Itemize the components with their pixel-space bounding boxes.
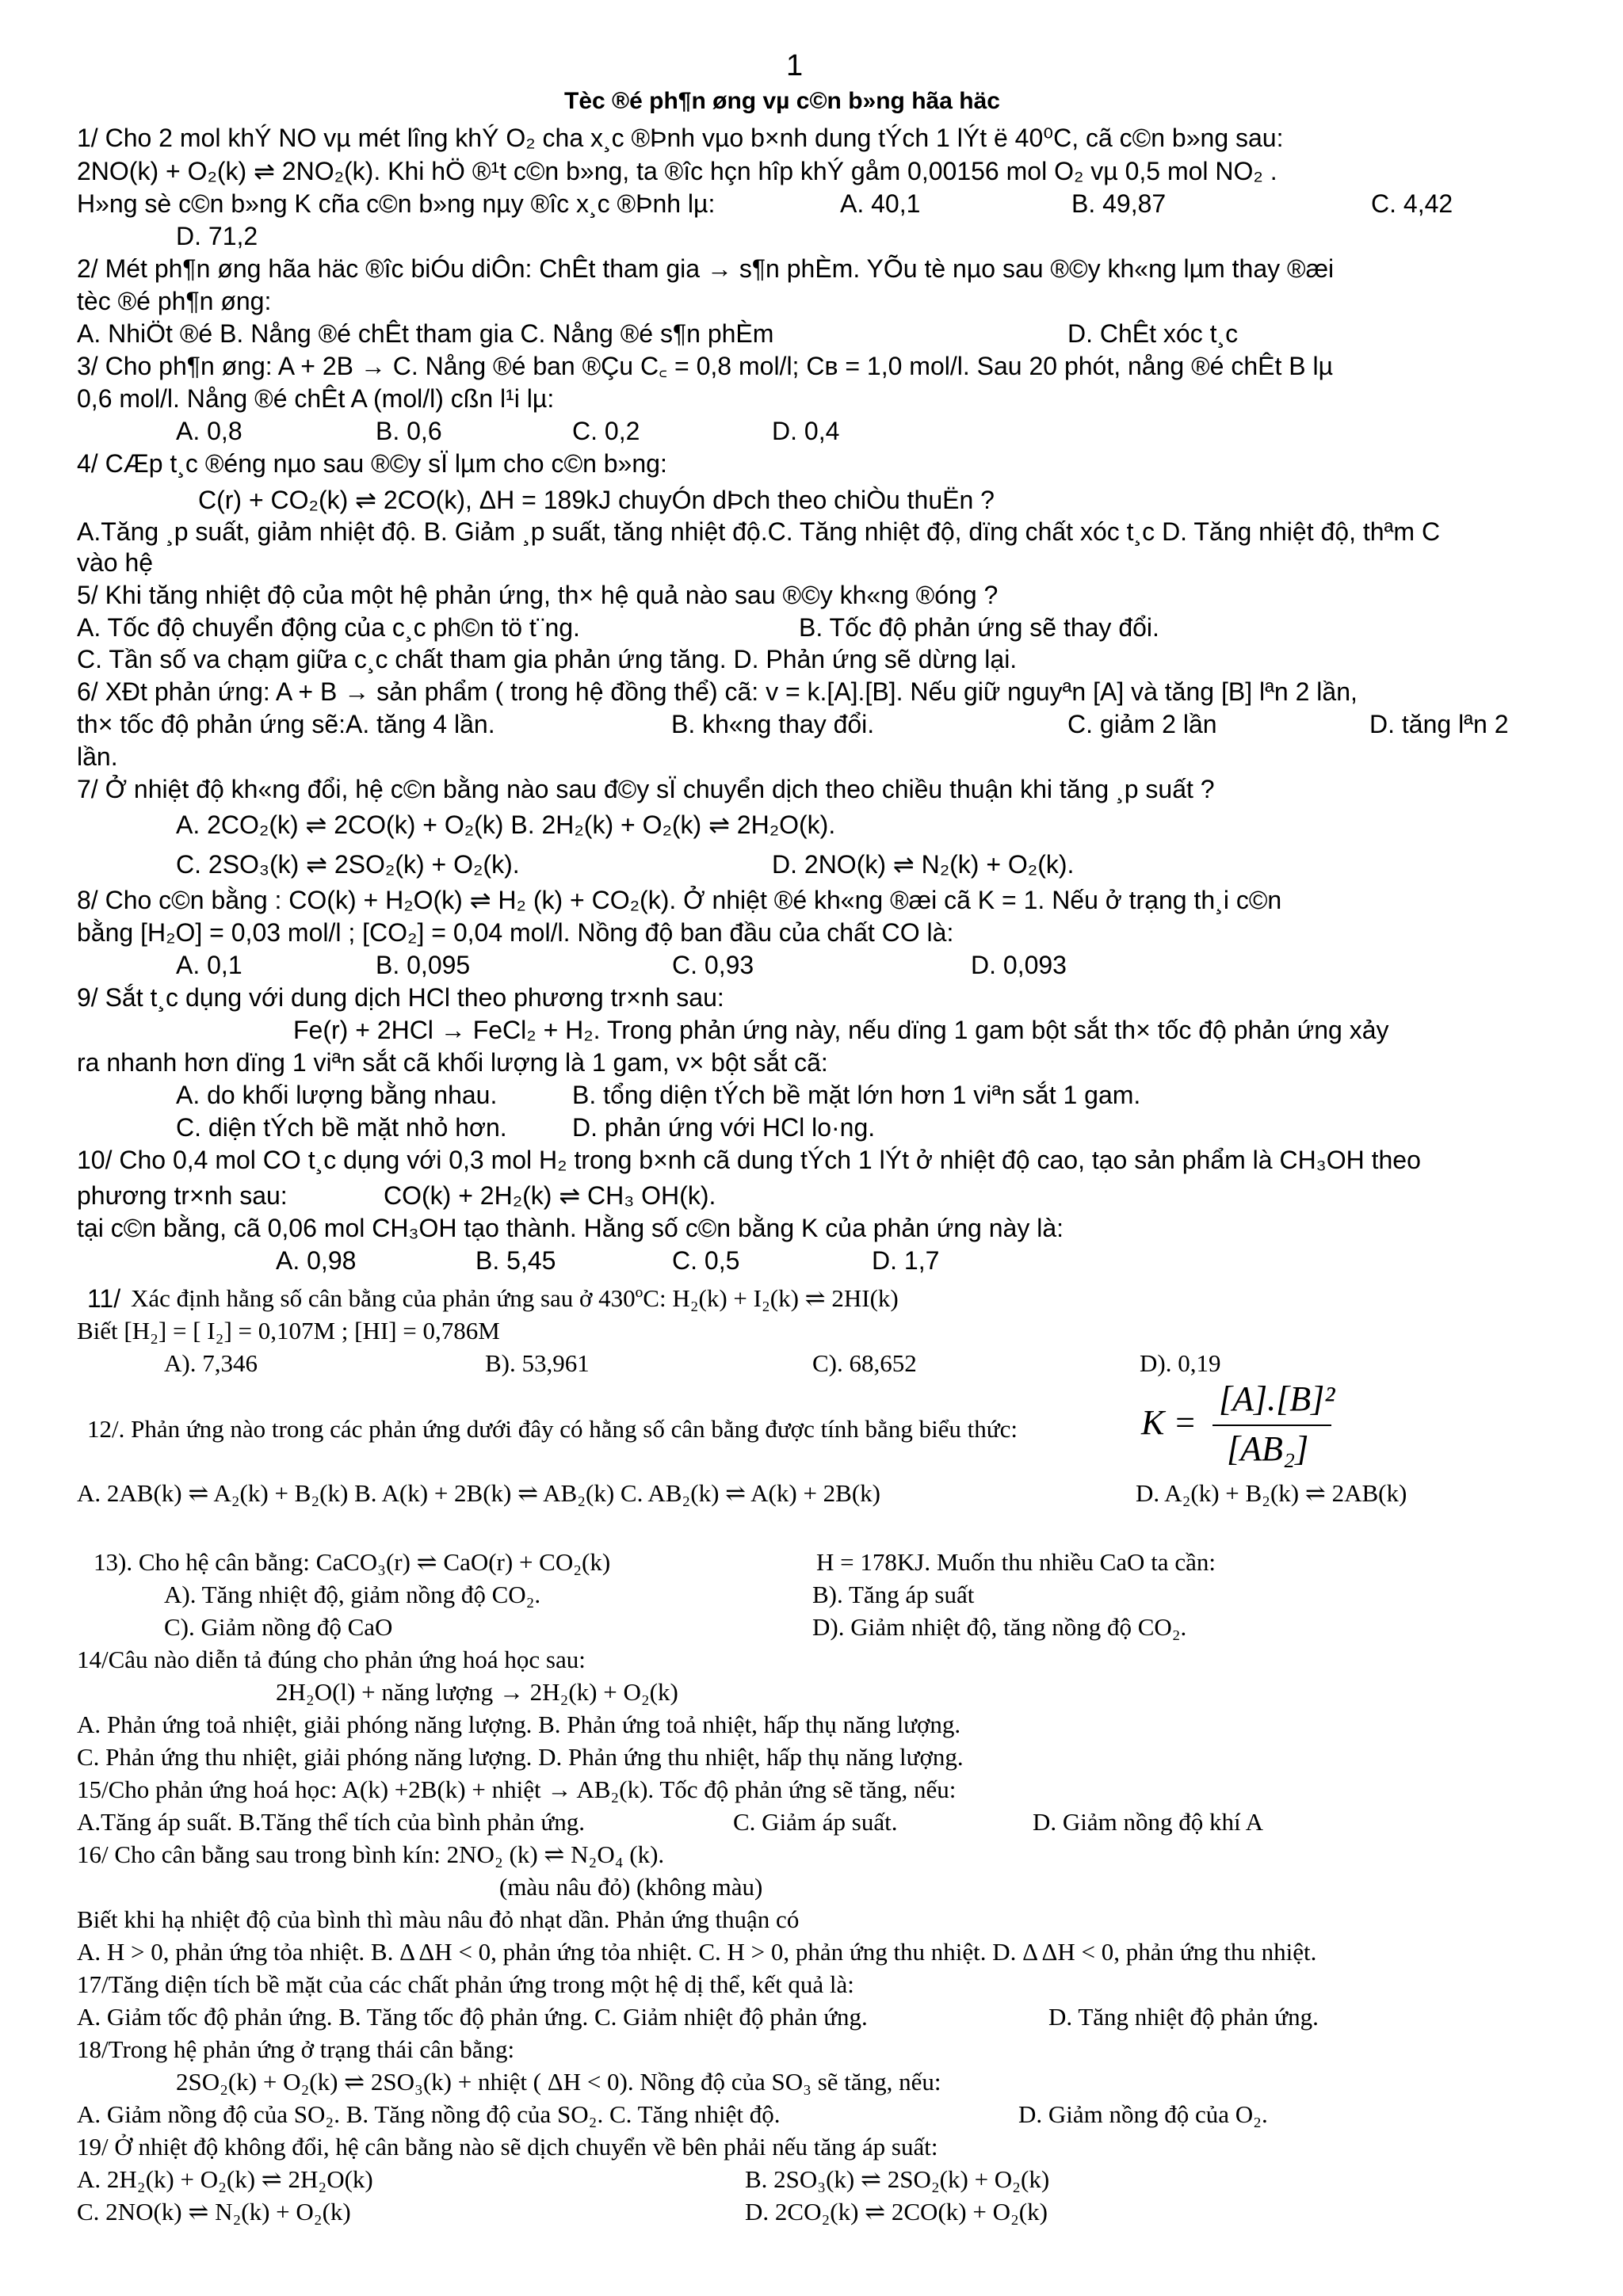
text-line: D. 1,7 (872, 1246, 940, 1275)
text-line: 4/ CÆp t¸c ®éng nµo sau ®©y sÏ lµm cho c©n b»ng: (77, 449, 667, 478)
text-line: B. 0,095 (376, 951, 471, 979)
text-line: Biết [H₂] = [ I₂] = 0,107M ; [HI] = 0,786M (77, 1317, 500, 1344)
text-line: 1/ Cho 2 mol khÝ NO vµ mét lîng khÝ O₂ cha x¸c ®Þnh vµo b×nh dung tÝch 1 lÝt ë 40⁰C, cã c©n b»ng sau: (77, 124, 1284, 152)
text-line: (màu nâu đỏ) (không màu) (499, 1873, 763, 1901)
text-line: ra nhanh hơn dïng 1 viªn sắt cã khối lượng là 1 gam, v× bột sắt cã: (77, 1048, 828, 1077)
text-line: D. 2NO(k) ⇌ N₂(k) + O₂(k). (772, 850, 1075, 879)
equilibrium-formula-numerator: [A].[B]² (1219, 1379, 1335, 1418)
text-line: B). 53,961 (485, 1349, 590, 1377)
text-line: 17/Tăng diện tích bề mặt của các chất phản ứng trong một hệ dị thể, kết quả là: (77, 1970, 854, 1998)
text-line: A. 0,8 (176, 417, 242, 445)
text-line: D. 71,2 (176, 222, 258, 250)
text-line: 19/ Ở nhiệt độ không đổi, hệ cân bằng nào sẽ dịch chuyển về bên phải nếu tăng áp suất: (77, 2133, 938, 2161)
text-line: Fe(r) + 2HCl → FeCl₂ + H₂. Trong phản ứng này, nếu dïng 1 gam bột sắt th× tốc độ phản ứng xảy (293, 1016, 1389, 1044)
text-line: 14/Câu nào diễn tả đúng cho phản ứng hoá học sau: (77, 1646, 586, 1673)
text-line: B. tổng diện tÝch bề mặt lớn hơn 1 viªn sắt 1 gam. (572, 1081, 1141, 1109)
text-line: 2/ Mét ph¶n øng hãa häc ®îc biÓu diÔn: ChÊt tham gia → s¶n phÈm. YÕu tè nµo sau ®©y kh«ng lµm thay ®æi (77, 254, 1335, 283)
text-line: A. 2CO₂(k) ⇌ 2CO(k) + O₂(k) B. 2H₂(k) + O₂(k) ⇌ 2H₂O(k). (176, 810, 836, 839)
text-line: A. 2H₂(k) + O₂(k) ⇌ 2H₂O(k) (77, 2165, 373, 2193)
text-line: A.Tăng áp suất. B.Tăng thể tích của bình phản ứng. (77, 1808, 585, 1836)
text-line: 11/ (87, 1284, 121, 1313)
text-line: D. 0,093 (971, 951, 1067, 979)
text-line: A. 0,1 (176, 951, 242, 979)
text-line: B. 2SO₃(k) ⇌ 2SO₂(k) + O₂(k) (745, 2165, 1050, 2193)
text-line: 8/ Cho c©n bằng : CO(k) + H₂O(k) ⇌ H₂ (k) + CO₂(k). Ở nhiệt ®é kh«ng ®æi cã K = 1. Nếu ở trạng th¸i c©n (77, 886, 1282, 914)
text-line: C. 0,93 (672, 951, 754, 979)
text-line: 0,6 mol/l. Nång ®é chÊt A (mol/l) cßn l¹i lµ: (77, 384, 555, 413)
text-line: D). 0,19 (1140, 1349, 1221, 1377)
text-line: C. Giảm áp suất. (733, 1808, 898, 1836)
text-line: phương tr×nh sau: (77, 1181, 288, 1210)
text-line: D. phản ứng với HCl lo·ng. (572, 1113, 876, 1142)
text-line: bằng [H₂O] = 0,03 mol/l ; [CO₂] = 0,04 mol/l. Nồng độ ban đầu của chất CO là: (77, 918, 954, 947)
text-line: A. NhiÖt ®é B. Nång ®é chÊt tham gia C. Nång ®é s¶n phÈm (77, 319, 774, 348)
text-line: C. 0,5 (672, 1246, 740, 1275)
page-title: Tèc ®é ph¶n øng vµ c©n b»ng hãa häc (564, 88, 1000, 114)
text-line: A. Phản ứng toả nhiệt, giải phóng năng lượng. B. Phản ứng toả nhiệt, hấp thụ năng lượng. (77, 1711, 961, 1738)
text-line: 12/. Phản ứng nào trong các phản ứng dưới đây có hằng số cân bằng được tính bằng biểu thức: (87, 1415, 1018, 1443)
text-line: A. Giảm nồng độ của SO₂. B. Tăng nồng độ của SO₂. C. Tăng nhiệt độ. (77, 2100, 781, 2128)
text-line: C. 2NO(k) ⇌ N₂(k) + O₂(k) (77, 2198, 351, 2225)
text-line: C. Phản ứng thu nhiệt, giải phóng năng lượng. D. Phản ứng thu nhiệt, hấp thụ năng lượng. (77, 1743, 964, 1771)
text-line: H = 178KJ. Muốn thu nhiều CaO ta cần: (816, 1548, 1216, 1576)
text-line: tại c©n bằng, cã 0,06 mol CH₃OH tạo thành. Hằng số c©n bằng K của phản ứng này là: (77, 1214, 1064, 1242)
text-line: C. giảm 2 lần (1067, 710, 1217, 738)
text-line: A. 40,1 (840, 189, 921, 218)
text-line: th× tốc độ phản ứng sẽ:A. tăng 4 lần. (77, 710, 495, 738)
text-line: B). Tăng áp suất (812, 1581, 975, 1608)
text-line: A. Tốc độ chuyển động của c¸c ph©n tö t¨ng. (77, 613, 580, 642)
equilibrium-formula-k: K = (1141, 1403, 1197, 1442)
text-line: C(r) + CO₂(k) ⇌ 2CO(k), ΔH = 189kJ chuyÓn dÞch theo chiÒu thuËn ? (198, 486, 995, 514)
text-line: vào hệ (77, 548, 154, 577)
text-line: C. 4,42 (1371, 189, 1453, 218)
text-line: C). 68,652 (812, 1349, 917, 1377)
text-line: B. kh«ng thay đổi. (671, 710, 875, 738)
text-line: C. diện tÝch bề mặt nhỏ hơn. (176, 1113, 507, 1142)
text-line: A. do khối lượng bằng nhau. (176, 1081, 498, 1109)
text-line: D. Giảm nồng độ của O₂. (1018, 2100, 1268, 2128)
text-line: 5/ Khi tăng nhiệt độ của một hệ phản ứng, th× hệ quả nào sau ®©y kh«ng ®óng ? (77, 581, 999, 609)
text-line: H»ng sè c©n b»ng K cña c©n b»ng nµy ®îc x¸c ®Þnh lµ: (77, 189, 716, 218)
text-line: C. Tần số va chạm giữa c¸c chất tham gia phản ứng tăng. D. Phản ứng sẽ dừng lại. (77, 645, 1018, 673)
text-line: B. 5,45 (475, 1246, 556, 1275)
text-line: 7/ Ở nhiệt độ kh«ng đổi, hệ c©n bằng nào sau đ©y sÏ chuyển dịch theo chiều thuận khi tăng ¸p suất ? (77, 775, 1215, 803)
text-line: D. 0,4 (772, 417, 840, 445)
text-line: 9/ Sắt t¸c dụng với dung dịch HCl theo phương tr×nh sau: (77, 983, 724, 1012)
text-line: 2H₂O(l) + năng lượng → 2H₂(k) + O₂(k) (276, 1678, 678, 1706)
text-line: 3/ Cho ph¶n øng: A + 2B → C. Nång ®é ban ®Çu C꜀ = 0,8 mol/l; Cʙ = 1,0 mol/l. Sau 20 phót, nång ®é chÊt B lµ (77, 352, 1334, 380)
equilibrium-formula-bar (1212, 1425, 1331, 1426)
text-line: D. Tăng nhiệt độ phản ứng. (1048, 2003, 1319, 2031)
text-line: B. Tốc độ phản ứng sẽ thay đổi. (799, 613, 1159, 642)
text-line: B. 0,6 (376, 417, 442, 445)
text-line: A. Giảm tốc độ phản ứng. B. Tăng tốc độ phản ứng. C. Giảm nhiệt độ phản ứng. (77, 2003, 868, 2031)
text-line: A). 7,346 (164, 1349, 258, 1377)
equilibrium-formula-denominator: [AB₂] (1227, 1429, 1309, 1468)
text-line: tèc ®é ph¶n øng: (77, 287, 272, 315)
text-line: A.Tăng ¸p suất, giảm nhiệt độ. B. Giảm ¸p suất, tăng nhiệt độ.C. Tăng nhiệt độ, dïng chất xóc t¸c D. Tăng nhiệt độ, thªm C (77, 517, 1441, 546)
page-number: 1 (786, 49, 804, 82)
text-line: C). Giảm nồng độ CaO (164, 1613, 393, 1641)
text-line: D. 2CO₂(k) ⇌ 2CO(k) + O₂(k) (745, 2198, 1048, 2225)
text-line: 6/ XÐt phản ứng: A + B → sản phẩm ( trong hệ đồng thể) cã: v = k.[A].[B]. Nếu giữ nguyªn [A] và tăng [B] lªn 2 lần, (77, 677, 1358, 706)
text-line: A. 0,98 (276, 1246, 357, 1275)
text-line: 18/Trong hệ phản ứng ở trạng thái cân bằng: (77, 2035, 515, 2063)
text-line: lần. (77, 742, 118, 771)
text-line: B. 49,87 (1071, 189, 1167, 218)
text-line: 13). Cho hệ cân bằng: CaCO₃(r) ⇌ CaO(r) + CO₂(k) (94, 1548, 611, 1576)
text-line: 15/Cho phản ứng hoá học: A(k) +2B(k) + nhiệt → AB₂(k). Tốc độ phản ứng sẽ tăng, nếu: (77, 1775, 957, 1803)
text-line: C. 2SO₃(k) ⇌ 2SO₂(k) + O₂(k). (176, 850, 520, 879)
text-line: A. 2AB(k) ⇌ A₂(k) + B₂(k) B. A(k) + 2B(k) ⇌ AB₂(k) C. AB₂(k) ⇌ A(k) + 2B(k) (77, 1479, 880, 1507)
text-line: A. H > 0, phản ứng tỏa nhiệt. B. Δ ΔH < 0, phản ứng tỏa nhiệt. C. H > 0, phản ứng thu nhiệt. D. Δ ΔH < 0, phản ứng thu nhiệt. (77, 1938, 1317, 1966)
text-line: CO(k) + 2H₂(k) ⇌ CH₃ OH(k). (384, 1181, 716, 1210)
text-line: 2SO₂(k) + O₂(k) ⇌ 2SO₃(k) + nhiệt ( ΔH < 0). Nồng độ của SO₃ sẽ tăng, nếu: (176, 2068, 941, 2096)
text-line: Xác định hằng số cân bằng của phản ứng sau ở 430ºC: H₂(k) + I₂(k) ⇌ 2HI(k) (131, 1284, 899, 1312)
text-line: Biết khi hạ nhiệt độ của bình thì màu nâu đỏ nhạt dần. Phản ứng thuận có (77, 1905, 800, 1933)
text-line: D. ChÊt xóc t¸c (1067, 319, 1239, 348)
text-line: 2NO(k) + O₂(k) ⇌ 2NO₂(k). Khi hÖ ®¹t c©n b»ng, ta ®îc hçn hîp khÝ gåm 0,00156 mol O₂ vµ 0,5 mol NO₂ . (77, 157, 1277, 185)
text-line: D. tăng lªn 2 (1369, 710, 1509, 738)
text-line: A). Tăng nhiệt độ, giảm nồng độ CO₂. (164, 1581, 541, 1608)
text-line: C. 0,2 (572, 417, 640, 445)
text-line: D. A₂(k) + B₂(k) ⇌ 2AB(k) (1136, 1479, 1407, 1507)
text-line: D). Giảm nhiệt độ, tăng nồng độ CO₂. (812, 1613, 1187, 1641)
text-line: 10/ Cho 0,4 mol CO t¸c dụng với 0,3 mol H₂ trong b×nh cã dung tÝch 1 lÝt ở nhiệt độ cao, tạo sản phẩm là CH₃OH theo (77, 1146, 1421, 1174)
text-line: 16/ Cho cân bằng sau trong bình kín: 2NO₂ (k) ⇌ N₂O₄ (k). (77, 1840, 665, 1868)
text-line: D. Giảm nồng độ khí A (1033, 1808, 1264, 1836)
